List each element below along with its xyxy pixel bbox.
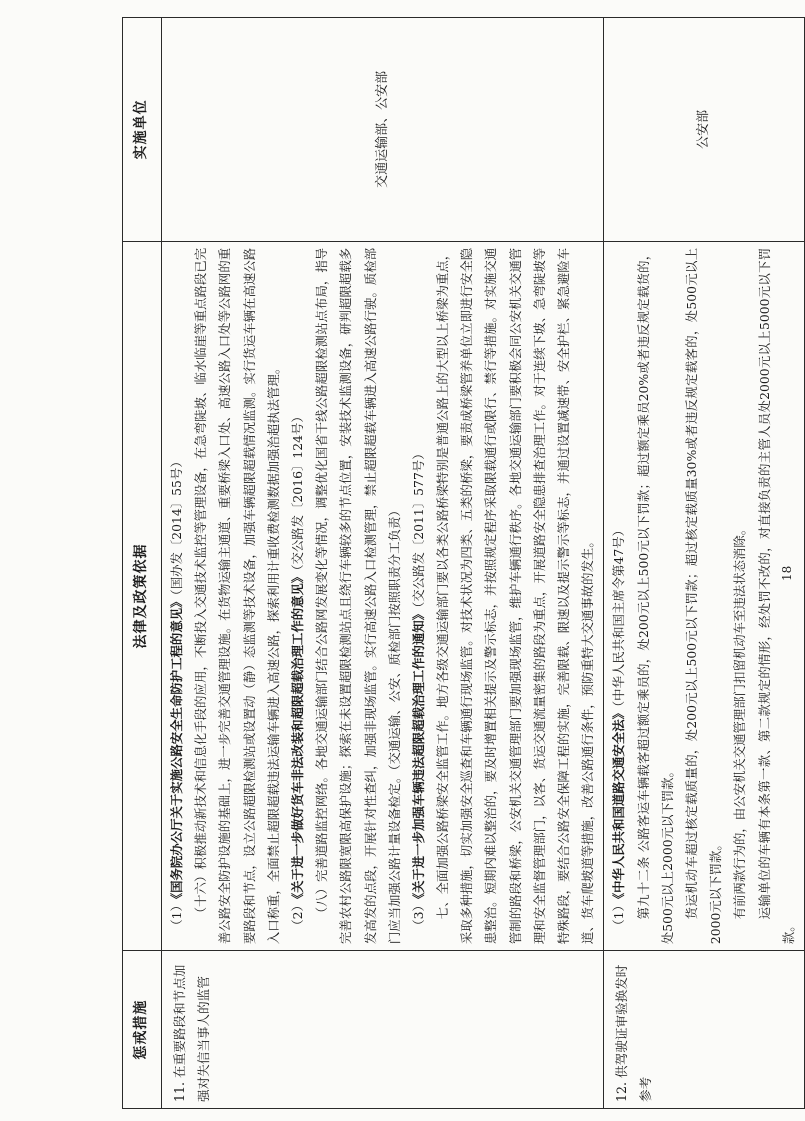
source-index: （2） — [289, 899, 305, 932]
source-index: （1） — [611, 899, 627, 932]
source-doc-number: （中华人民共和国主席令第47号） — [611, 523, 627, 708]
measure-cell: 12. 供驾驶证审验换发时参考 — [604, 951, 805, 1109]
source-index: （3） — [410, 899, 426, 932]
policy-paragraph: 七、全面加强公路桥梁安全监管工作。地方各级交通运输部门要以各类公路桥梁特别是普通公路上的大型以上桥梁为重点，采取多种措施，切实加强安全巡查和车辆通行现场监管。对技术状况为四类、五类的桥梁，要责成桥梁管养单位立即进行安全隐患整治。短期内难以整治的，要及时增置相关提示及警示标志，并按照规定程序采取限载通行或限行、禁行等措施。对实施交通管制的路段和桥梁，公安机关交通管理部门要加强现场监管，维护车辆通行秩序。各地交通运输部门要积极会同公安机关交通管理和安全监督管理部门，以客、货运交通流量密集的路段为重点，开展道路安全隐患排查治理工作。对于连续下坡、急弯陡坡等特殊路段，要结合公路安全保障工程的实施，完善限载、限速以及提示警示等标志，并通过设置减速带、安全护栏、紧急避险车道、货车爬坡道等措施，改善公路通行条件，预防重特大交通事故的发生。 — [435, 247, 596, 945]
policy-source — [607, 248, 631, 944]
implementing-unit-cell: 公安部 — [604, 18, 805, 242]
policy-source — [165, 248, 189, 944]
source-doc-number: （交公路发〔2011〕577号） — [410, 447, 426, 608]
header-measure: 惩戒措施 — [123, 951, 162, 1109]
source-doc-number: （国办发〔2014〕55号） — [169, 455, 184, 596]
policy-paragraph: 运输单位的车辆有本条第一款、第二款规定的情形，经处罚不改的，对直接负责的主管人员处2000元以上5000元以下罚款。 — [756, 247, 796, 945]
table-row — [162, 18, 604, 1109]
policy-paragraph: 货运机动车超过核定载质量的，处200元以上500元以下罚款；超过核定载质量30%或者违反规定载客的，处500元以上2000元以下罚款。 — [683, 247, 724, 945]
policy-paragraph: （十六）积极推动新技术和信息化手段的应用，不断投入交通技术监控等管理设备，在急弯陡坡、临水临崖等重点路段已完善公路安全防护设施的基础上，进一步完善交通管理设施。在货物运输主通道、重要桥梁入口处、高速公路入口处等公路网的重要路段和节点，设立公路超限检测站或设置动（静）态监测等技术设备，加强车辆超限超载情况监测。实行货运车辆在高速公路入口称重，全面禁止超限超载违法运输车辆进入高速公路，探索利用计重收费检测数据加强治超执法管理。 — [193, 247, 281, 945]
policy-paragraph: 有前两款行为的，由公安机关交通管理部门扣留机动车至违法状态消除。 — [732, 522, 748, 920]
policy-paragraph: （八）完善道路监控网络。各地交通运输部门结合公路网发展变化等情况，调整优化国省干线公路超限检测站点布局，指导完善农村公路限宽限高保护设施；探索在未设置超限检测站点且绕行车辆较多的节点位置，安装技术监测设备，研判超限超载多发高发的点段，开展针对性查纠，加强非现场监管。实行高速公路入口检测管理，禁止超限超载车辆进入高速公路行驶。质检部门应当加强公路计量设备检定。（交通运输、公安、质检部门按照职责分工负责） — [314, 247, 402, 945]
page-number: 18 — [780, 565, 794, 581]
source-title: 《关于进一步做好货车非法改装和超限超载治理工作的意见》 — [289, 570, 305, 900]
policy-paragraph: 第九十二条 公路客运车辆载客超过额定乘员的，处200元以上500元以下罚款；超过额定乘员20%或者违反规定载货的，处500元以上2000元以下罚款。 — [635, 247, 675, 945]
source-doc-number: （交公路发〔2016〕124号） — [289, 410, 305, 571]
table-row — [604, 18, 805, 1109]
policy-source — [286, 248, 310, 944]
policy-table — [122, 17, 805, 1109]
source-title: 《国务院办公厅关于实施公路安全生命防护工程的意见》 — [169, 595, 184, 900]
source-title: 《中华人民共和国道路交通安全法》 — [611, 707, 627, 900]
policy-basis-cell — [162, 241, 604, 950]
source-title: 《关于进一步加强车辆违法超限超载治理工作的通知》 — [410, 607, 426, 900]
header-basis: 法律及政策依据 — [123, 241, 162, 950]
header-unit: 实施单位 — [123, 18, 162, 242]
policy-source — [407, 248, 431, 944]
policy-basis-cell — [604, 241, 805, 950]
table-header-row — [123, 18, 162, 1109]
implementing-unit-cell: 交通运输部、公安部 — [162, 18, 604, 242]
source-index: （1） — [169, 899, 184, 932]
measure-cell: 11. 在重要路段和节点加强对失信当事人的监管 — [162, 951, 604, 1109]
scan-edge — [0, 0, 14, 1121]
